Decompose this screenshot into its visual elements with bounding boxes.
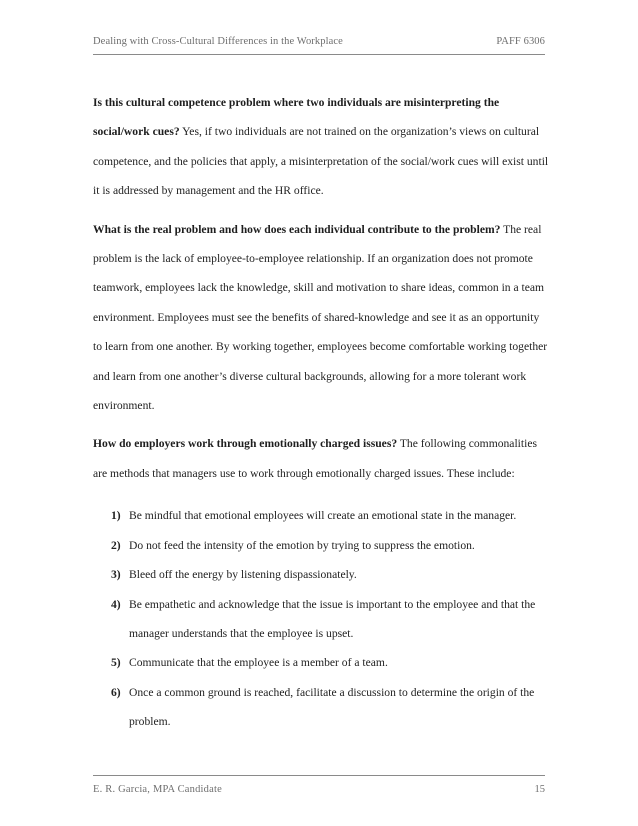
list-item-text: Once a common ground is reached, facilitate a discussion to determine the origin of the problem. bbox=[129, 685, 535, 729]
list-item-number: 6) bbox=[111, 685, 121, 699]
section-answer: The real problem is the lack of employee-to-employee relationship. If an organization does not promote teamwork, employees lack the knowledge, skill and motivation to share ideas, common in a team environment. Employees must see the benefits of shared-knowledge and see it as an opportunity to learn from one another. By working together, employees become comfortable working together and learn from one another’s diverse cultural backgrounds, allowing for a more tolerant work environment. bbox=[93, 222, 548, 413]
section-question: How do employers work through emotionally charged issues? bbox=[93, 437, 398, 451]
footer-divider bbox=[93, 775, 545, 776]
section-paragraph bbox=[93, 88, 551, 206]
list-item bbox=[93, 678, 551, 737]
header-course-code: PAFF 6306 bbox=[496, 36, 545, 47]
section-question: What is the real problem and how does each individual contribute to the problem? bbox=[93, 222, 501, 236]
document-body bbox=[93, 88, 551, 737]
section-answer: The following commonalities are methods that managers use to work through emotionally charged issues. These include: bbox=[93, 437, 537, 480]
list-item-number: 3) bbox=[111, 568, 121, 582]
header-title: Dealing with Cross-Cultural Differences in the Workplace bbox=[93, 36, 343, 47]
list-item bbox=[93, 590, 551, 649]
list-item-number: 2) bbox=[111, 538, 121, 552]
list-item-number: 4) bbox=[111, 597, 121, 611]
list-item-number: 1) bbox=[111, 509, 121, 523]
header-divider bbox=[93, 54, 545, 55]
list-item bbox=[93, 501, 551, 530]
list-item-text: Be empathetic and acknowledge that the issue is important to the employee and that the manager understands that the employee is upset. bbox=[129, 597, 536, 640]
list-item-text: Bleed off the energy by listening dispassionately. bbox=[129, 568, 357, 582]
section-answer: Yes, if two individuals are not trained on the organization’s views on cultural competence, and the policies that apply, a misinterpretation of the social/work cues will exist until it is addressed by management and the HR office. bbox=[93, 125, 549, 198]
page-number: 15 bbox=[534, 784, 545, 795]
list-item bbox=[93, 560, 551, 589]
section-paragraph bbox=[93, 215, 551, 421]
page-header bbox=[93, 36, 545, 52]
numbered-list bbox=[93, 501, 551, 736]
list-item bbox=[93, 531, 551, 560]
page-footer bbox=[93, 784, 545, 800]
list-item-number: 5) bbox=[111, 656, 121, 670]
list-item-text: Be mindful that emotional employees will create an emotional state in the manager. bbox=[129, 509, 517, 523]
list-item-text: Communicate that the employee is a member of a team. bbox=[129, 656, 388, 670]
list-item-text: Do not feed the intensity of the emotion by trying to suppress the emotion. bbox=[129, 538, 475, 552]
section-question: Is this cultural competence problem where two individuals are misinterpreting the social/work cues? bbox=[93, 96, 500, 139]
section-paragraph bbox=[93, 429, 551, 488]
footer-author: E. R. Garcia, MPA Candidate bbox=[93, 784, 222, 795]
list-item bbox=[93, 648, 551, 677]
